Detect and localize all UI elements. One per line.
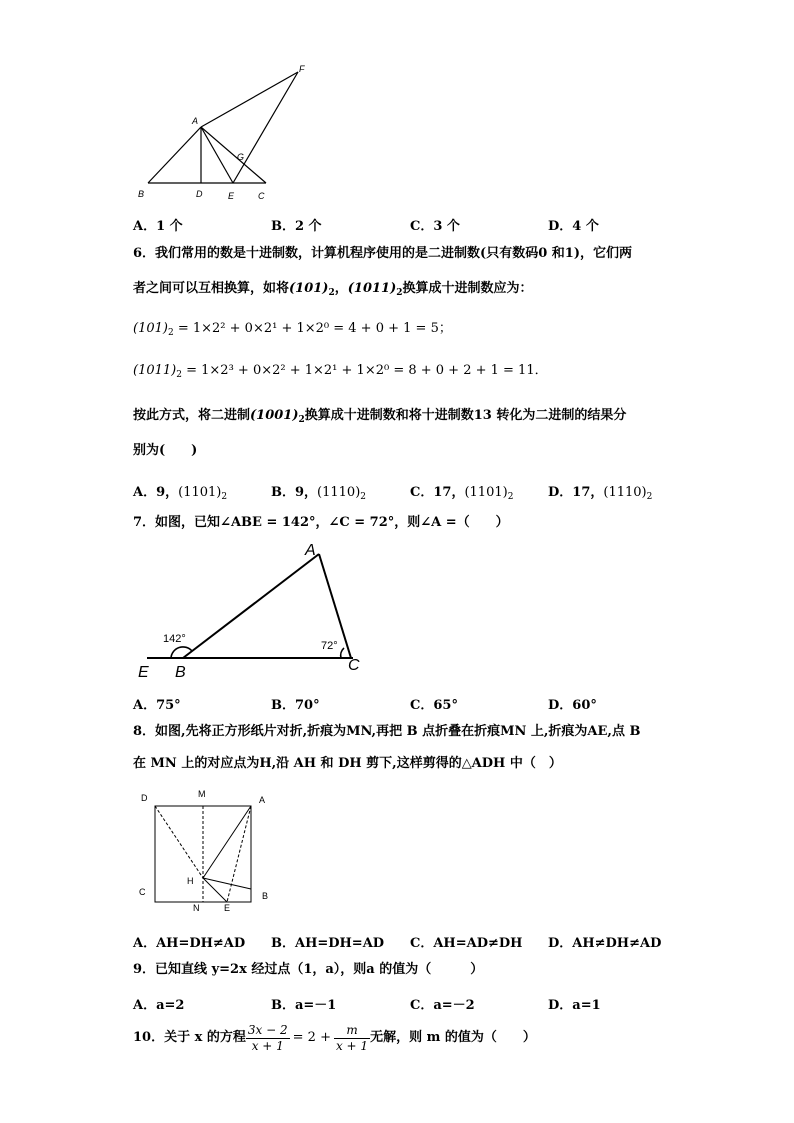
- seg-ab: [148, 127, 201, 183]
- q6-base-a: 2: [328, 288, 335, 298]
- label-b: B: [138, 189, 145, 199]
- q7-option-a[interactable]: A．75°: [133, 698, 181, 713]
- q10-fraction-1: [246, 1023, 290, 1054]
- q6-sep: ，: [334, 281, 348, 296]
- q6-line2: [133, 282, 533, 298]
- q8-seg-dh: [155, 806, 203, 878]
- label-a: A: [192, 116, 199, 126]
- q8-option-d[interactable]: D．AH≠DH≠AD: [548, 936, 662, 951]
- q7-arc-c: [341, 648, 344, 658]
- q8-option-c[interactable]: C．AH=AD≠DH: [410, 936, 523, 951]
- q5-option-a[interactable]: A．1 个: [133, 219, 183, 234]
- q6-eq2-rhs: = 1×2³ + 0×2² + 1×2¹ + 1×2⁰ = 8 + 0 + 2 + 1 = 11．: [186, 363, 548, 378]
- q6-option-c[interactable]: [410, 481, 513, 502]
- q8-seg-ah: [203, 806, 251, 878]
- q6-eq1: [133, 322, 452, 338]
- q6-option-b-sub: 2: [360, 492, 367, 502]
- q8-label-d: D: [141, 793, 148, 803]
- q6-option-a-prefix: A．9，: [133, 485, 179, 500]
- q6-eq2-base: 2: [176, 370, 182, 380]
- q6-option-c-sub: 2: [507, 492, 514, 502]
- q7-option-d[interactable]: D．60°: [548, 698, 597, 713]
- q7-angle-b: 142°: [163, 633, 186, 645]
- label-c: C: [258, 191, 265, 201]
- q7-label-a: A: [305, 542, 316, 559]
- label-g: G: [237, 152, 245, 162]
- q10-frac2-den: x + 1: [335, 1038, 369, 1053]
- q8-option-a[interactable]: A．AH=DH≠AD: [133, 936, 246, 951]
- q8-label-n: N: [193, 903, 200, 913]
- q6-num101: (101): [289, 281, 329, 296]
- q8-label-a: A: [259, 795, 266, 805]
- q6-eq1-base: 2: [167, 328, 174, 338]
- q10-frac1-den: x + 1: [251, 1038, 284, 1053]
- q6-option-b-val: (1110): [317, 485, 361, 500]
- q7-option-c[interactable]: C．65°: [410, 698, 458, 713]
- seg-ae: [201, 127, 233, 183]
- q8-seg-he: [203, 878, 227, 902]
- q10-stem: [133, 1022, 536, 1055]
- q6-base-b: 2: [396, 288, 403, 298]
- q6-option-d[interactable]: [548, 481, 652, 502]
- q8-label-e: E: [224, 903, 231, 913]
- q9-option-d[interactable]: D．a=1: [548, 998, 601, 1013]
- q6-option-c-val: (1101): [464, 485, 508, 500]
- q7-seg-ba: [183, 554, 319, 658]
- q10-fraction-2: [334, 1023, 370, 1054]
- seg-ac: [201, 127, 266, 183]
- q7-stem: 7．如图，已知∠ABE = 142°，∠C = 72°，则∠A =（ ）: [133, 515, 509, 530]
- q6-eq2: [133, 364, 548, 380]
- q8-option-b[interactable]: B．AH=DH=AD: [271, 936, 385, 951]
- q6-option-b-prefix: B．9，: [271, 485, 318, 500]
- q9-option-c[interactable]: C．a=－2: [410, 998, 475, 1013]
- q10-mid: = 2 +: [292, 1030, 331, 1045]
- q9-option-b[interactable]: B．a=－1: [271, 998, 337, 1013]
- q6-option-d-prefix: D．17，: [548, 485, 604, 500]
- q8-seg-hb: [203, 878, 251, 889]
- q6-line6: 别为( ): [133, 443, 198, 458]
- q6-line5-a: 按此方式，将二进制: [133, 408, 251, 423]
- q6-option-a-val: (1101): [178, 485, 222, 500]
- q9-option-a[interactable]: A．a=2: [133, 998, 185, 1013]
- q10-suffix: 无解，则 m 的值为（ ）: [370, 1030, 536, 1045]
- q6-option-a[interactable]: [133, 481, 227, 502]
- seg-fe: [233, 72, 298, 183]
- label-f: F: [299, 64, 305, 74]
- seg-af: [201, 72, 298, 127]
- q6-base-c: 2: [298, 415, 305, 425]
- q7-label-c: C: [348, 657, 360, 674]
- label-e: E: [228, 191, 235, 201]
- q7-figure: [135, 538, 375, 678]
- q7-label-e: E: [138, 664, 149, 678]
- q8-line2: 在 MN 上的对应点为H,沿 AH 和 DH 剪下,这样剪得的△ADH 中（ ）: [133, 756, 562, 771]
- q6-option-a-sub: 2: [221, 492, 228, 502]
- q8-line1: 8．如图,先将正方形纸片对折,折痕为MN,再把 B 点折叠在折痕MN 上,折痕为AE,点 B: [133, 724, 641, 739]
- q5-figure: [130, 60, 320, 205]
- q8-figure: [133, 786, 278, 914]
- q8-label-h: H: [187, 876, 194, 886]
- q6-line2-a: 者之间可以互相换算，如将: [133, 281, 290, 296]
- q6-option-d-sub: 2: [646, 492, 653, 502]
- q10-frac2-num: m: [334, 1023, 370, 1039]
- q7-label-b: B: [175, 664, 186, 678]
- q6-option-d-val: (1110): [603, 485, 647, 500]
- q7-angle-c: 72°: [321, 640, 338, 652]
- q8-label-b: B: [262, 891, 269, 901]
- q8-seg-ae: [227, 806, 251, 902]
- q6-eq2-lhs: (1011): [133, 363, 177, 378]
- q6-line5: [133, 409, 626, 425]
- q9-stem: 9．已知直线 y=2x 经过点（1，a），则a 的值为（ ）: [133, 962, 484, 977]
- q6-line2-b: 换算成十进制数应为：: [402, 281, 533, 296]
- q6-num1001: (1001): [250, 408, 299, 423]
- q5-option-b[interactable]: B．2 个: [271, 219, 322, 234]
- q5-option-d[interactable]: D．4 个: [548, 219, 599, 234]
- q7-option-b[interactable]: B．70°: [271, 698, 320, 713]
- q8-label-m: M: [198, 789, 206, 799]
- q6-line5-b: 换算成十进制数和将十进制数13 转化为二进制的结果分: [304, 408, 627, 423]
- q6-num1011: (1011): [347, 281, 397, 296]
- label-d: D: [196, 189, 203, 199]
- q10-frac1-num: 3x − 2: [247, 1022, 288, 1037]
- q6-eq1-lhs: (101): [133, 321, 168, 336]
- q6-line1: 6．我们常用的数是十进制数，计算机程序使用的是二进制数(只有数码0 和1)，它们两: [133, 246, 632, 261]
- q6-eq1-rhs: = 1×2² + 0×2¹ + 1×2⁰ = 4 + 0 + 1 = 5；: [177, 321, 452, 336]
- q6-option-b[interactable]: [271, 481, 366, 502]
- q8-label-c: C: [139, 887, 146, 897]
- q5-option-c[interactable]: C．3 个: [410, 219, 460, 234]
- q6-option-c-prefix: C．17，: [410, 485, 465, 500]
- q10-prefix: 10．关于 x 的方程: [133, 1030, 246, 1045]
